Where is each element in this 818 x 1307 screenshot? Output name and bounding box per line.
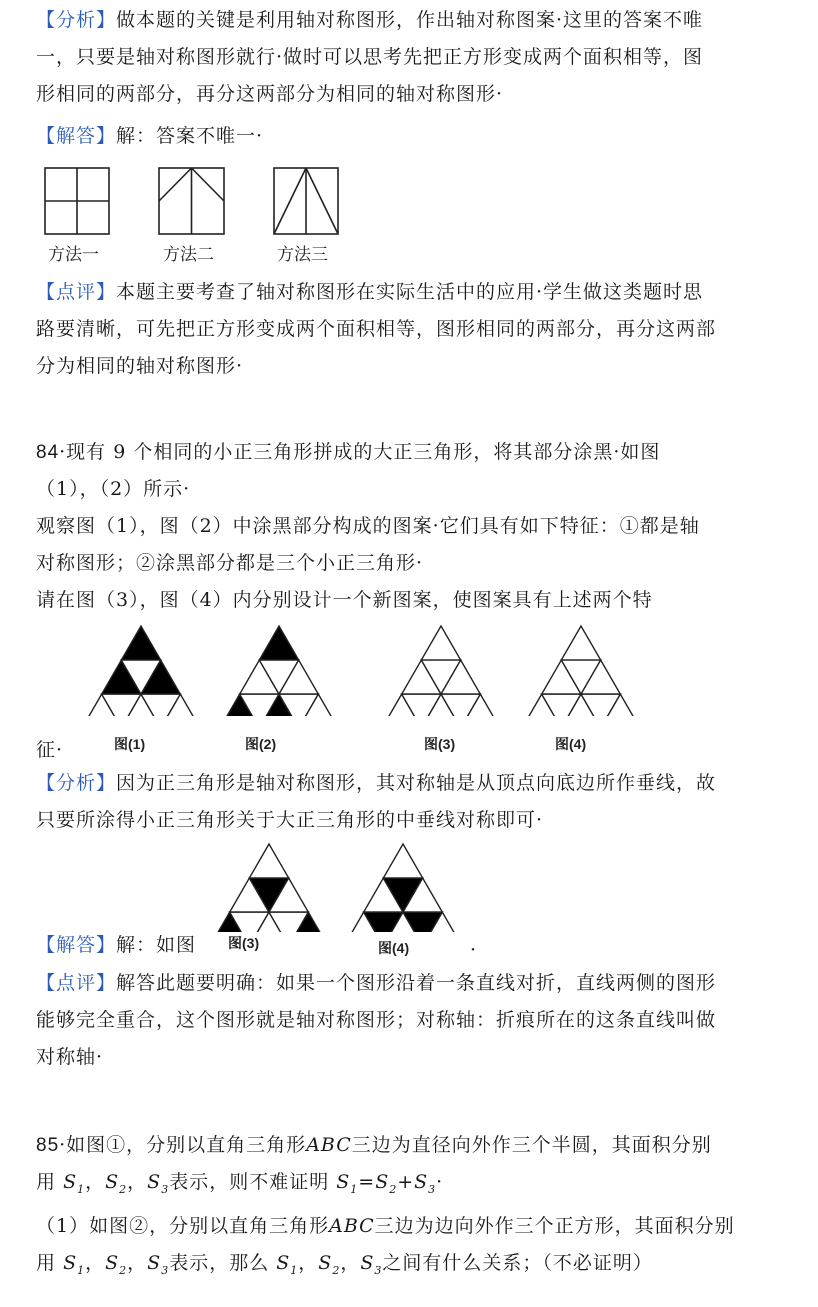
symbol-s1: $S_1$	[63, 1171, 86, 1196]
method-two-label: 方法二	[163, 245, 214, 264]
question-text: 对称图形；②涂黑部分都是三个小正三角形·	[36, 552, 424, 574]
question-85-statement: 85·如图①，分别以直角三角形ABC三边为直径向外作三个半圆，其面积分别 用 $S_1$，$S_2$，$S_3$表示，则不难证明 $S_1=S_2+S_3\cdot$ （1）如图②，分别以直角三角形ABC三边为边向外作三个正方形，其面积分别 用 $S_1$，$S_2$，$S_3$表示，那么 $S_1$，$S_2$，$S_3$之间有什么关系；（不必证明）	[36, 1134, 735, 1277]
triangle-figure-1	[82, 626, 200, 716]
shaded-small-triangle	[259, 626, 298, 660]
question-text: 请在图（3），图（4）内分别设计一个新图案，使图案具有上述两个特	[36, 589, 653, 611]
method-one-label: 方法一	[48, 245, 99, 264]
small-triangle	[421, 626, 460, 660]
comment-text: 能够完全重合，这个图形就是轴对称图形；对称轴：折痕所在的这条直线叫做	[36, 1009, 717, 1031]
figure-caption-2: 图(2)	[245, 736, 277, 752]
answer-triangle-4	[344, 844, 462, 932]
analysis-tag: 【分析】	[36, 9, 117, 31]
question-number: 84	[36, 442, 60, 463]
answer-tag: 【解答】	[36, 125, 117, 147]
triangle-figure-3	[382, 626, 500, 716]
square-method-one	[45, 168, 109, 234]
square-method-two	[159, 168, 224, 234]
comment-text: 解答此题要明确：如果一个图形沿着一条直线对折，直线两侧的图形	[116, 972, 717, 994]
question-text: 征·	[36, 739, 64, 761]
symbol-s3: $S_3$	[360, 1251, 383, 1277]
symbol-s1: $S_1$	[63, 1251, 86, 1277]
question-text: 三边为直径向外作三个半圆，其面积分别	[351, 1134, 712, 1156]
question-text: （1），（2）所示·	[36, 478, 191, 500]
analysis-tag: 【分析】	[36, 772, 117, 794]
comment-tag: 【点评】	[36, 281, 117, 303]
analysis-text: 因为正三角形是轴对称图形，其对称轴是从顶点向底边所作垂线，故	[116, 772, 717, 794]
equation: $S_1=S_2+S_3$	[336, 1171, 437, 1196]
small-triangle	[249, 844, 288, 878]
comment-paragraph-q83	[36, 274, 796, 385]
question-number: 85	[36, 1135, 60, 1156]
question-text: （1）如图②，分别以直角三角形	[36, 1214, 330, 1237]
analysis-text: 一，只要是轴对称图形就行·做时可以思考先把正方形变成两个面积相等，图	[36, 46, 704, 68]
symbol-s2: $S_2$	[105, 1251, 128, 1277]
question-text: ·如图①，分别以直角三角形	[59, 1134, 307, 1156]
comment-paragraph-q84	[36, 965, 796, 1076]
analysis-text: 做本题的关键是利用轴对称图形，作出轴对称图案·这里的答案不唯	[116, 9, 704, 31]
question-text: ·现有 9 个相同的小正三角形拼成的大正三角形，将其部分涂黑·如图	[59, 441, 661, 463]
answer-end-mark: ·	[470, 939, 478, 961]
question-text: 之间有什么关系；（不必证明）	[382, 1251, 653, 1274]
symbol-s1: $S_1$	[276, 1251, 299, 1277]
symbol-s2: $S_2$	[105, 1171, 128, 1196]
figure-caption-1: 图(1)	[114, 736, 146, 752]
comment-tag: 【点评】	[36, 972, 117, 994]
comment-text: 本题主要考查了轴对称图形在实际生活中的应用·学生做这类题时思	[116, 281, 704, 303]
answer-paragraph-q84	[36, 927, 796, 964]
answer-triangles-figure	[208, 842, 478, 932]
shaded-small-triangle	[121, 626, 160, 660]
question-text: 用	[36, 1171, 57, 1193]
analysis-paragraph-q83	[36, 2, 796, 113]
analysis-text: 形相同的两部分，再分这两部分为相同的轴对称图形·	[36, 83, 504, 105]
figure-caption-3: 图(3)	[424, 736, 456, 752]
method-squares-figure	[44, 167, 364, 237]
answer-text: 解：答案不唯一·	[116, 125, 264, 147]
answer-caption-3: 图(3)	[228, 935, 260, 951]
answer-text: 解：如图	[116, 934, 197, 956]
symbol-s2: $S_2$	[318, 1251, 341, 1277]
comment-text: 对称轴·	[36, 1046, 104, 1068]
analysis-text: 只要所涂得小正三角形关于大正三角形的中垂线对称即可·	[36, 809, 544, 831]
question-text: 三边为边向外作三个正方形，其面积分别	[374, 1214, 735, 1237]
triangle-abc: ABC	[306, 1134, 352, 1156]
method-three-label: 方法三	[277, 245, 328, 264]
figure-caption-4: 图(4)	[555, 736, 587, 752]
answer-tag: 【解答】	[36, 934, 117, 956]
answer-triangle-3	[210, 844, 328, 932]
question-text: 用	[36, 1251, 57, 1274]
triangle-abc: ABC	[329, 1214, 375, 1237]
symbol-s3: $S_3$	[147, 1251, 170, 1277]
symbol-s3: $S_3$	[147, 1171, 170, 1196]
triangle-figure-2	[220, 626, 338, 716]
analysis-paragraph-q84	[36, 765, 796, 839]
question-text: 观察图（1），图（2）中涂黑部分构成的图案·它们具有如下特征：①都是轴	[36, 515, 700, 537]
answer-caption-4: 图(4)	[378, 940, 410, 956]
answer-paragraph-q83	[36, 118, 796, 155]
question-text: 表示，那么	[169, 1251, 270, 1274]
small-triangle	[561, 626, 600, 660]
question-84-statement	[36, 434, 796, 619]
square-method-three	[274, 168, 338, 234]
comment-text: 路要清晰，可先把正方形变成两个面积相等，图形相同的两部分，再分这两部	[36, 318, 717, 340]
triangle-figure-4	[522, 626, 640, 716]
small-triangle	[383, 844, 422, 878]
comment-text: 分为相同的轴对称图形·	[36, 355, 244, 377]
question-text: 表示，则不难证明	[169, 1171, 330, 1193]
triangle-figures-row	[80, 624, 640, 716]
